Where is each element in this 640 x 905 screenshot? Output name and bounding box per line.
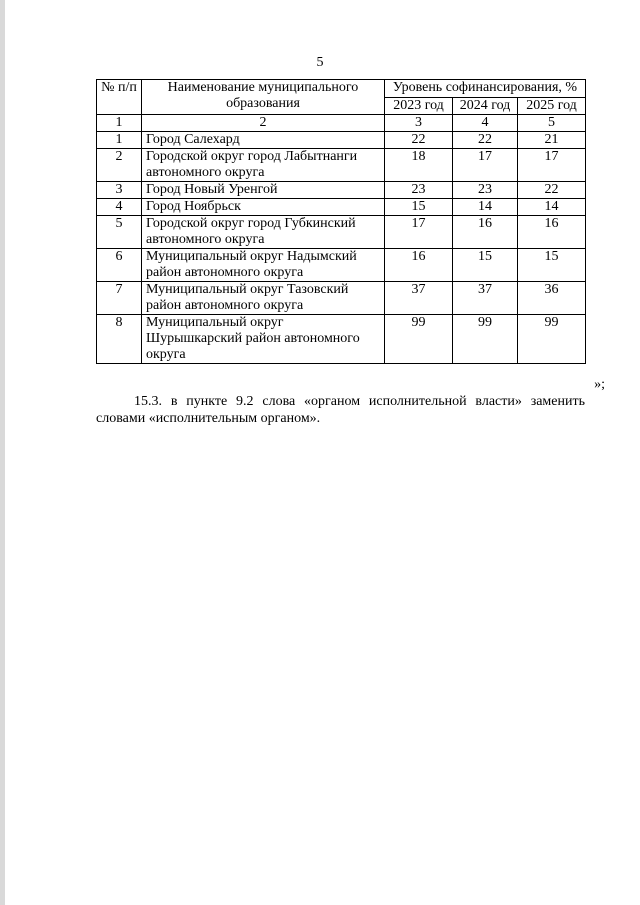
page-number: 5: [316, 55, 324, 70]
row-value-2024: 17: [453, 149, 518, 182]
table-row: [97, 132, 586, 149]
row-number: 8: [97, 315, 142, 364]
row-value-2023: 15: [385, 199, 453, 216]
row-municipality: Городской округ город Губкинский автономного округа: [142, 216, 385, 249]
row-number: 6: [97, 249, 142, 282]
row-value-2024: 14: [453, 199, 518, 216]
table-row: [97, 182, 586, 199]
row-value-2025: 36: [518, 282, 586, 315]
amendment-paragraph: [96, 393, 585, 427]
table-row: [97, 282, 586, 315]
paragraph-line: словами «исполнительным органом».: [96, 411, 321, 426]
row-value-2025: 17: [518, 149, 586, 182]
row-value-2024: 22: [453, 132, 518, 149]
table-row: [97, 216, 586, 249]
row-value-2025: 99: [518, 315, 586, 364]
row-municipality: Городской округ город Лабытнанги автономного округа: [142, 149, 385, 182]
row-value-2024: 99: [453, 315, 518, 364]
row-value-2023: 23: [385, 182, 453, 199]
table-header-row: [97, 80, 586, 98]
row-number: 2: [97, 149, 142, 182]
cofinancing-table: [96, 79, 586, 364]
header-cofinancing-level: Уровень софинансирования, %: [385, 80, 586, 98]
header-year-2023: 2023 год: [385, 98, 453, 115]
row-number: 5: [97, 216, 142, 249]
row-number: 1: [97, 132, 142, 149]
row-value-2023: 18: [385, 149, 453, 182]
row-number: 3: [97, 182, 142, 199]
row-value-2023: 22: [385, 132, 453, 149]
row-value-2025: 16: [518, 216, 586, 249]
row-value-2024: 37: [453, 282, 518, 315]
row-value-2024: 16: [453, 216, 518, 249]
table-row: [97, 249, 586, 282]
row-municipality: Муниципальный округ Надымский район автономного округа: [142, 249, 385, 282]
closing-quote: »;: [594, 377, 605, 392]
header-year-2024: 2024 год: [453, 98, 518, 115]
table-index-row: [97, 115, 586, 132]
table-row: [97, 149, 586, 182]
row-municipality: Город Салехард: [142, 132, 385, 149]
row-number: 7: [97, 282, 142, 315]
row-value-2023: 99: [385, 315, 453, 364]
index-cell: 1: [97, 115, 142, 132]
row-value-2023: 16: [385, 249, 453, 282]
row-number: 4: [97, 199, 142, 216]
paragraph-line: 15.3. в пункте 9.2 слова «органом исполнительной власти» заменить: [134, 394, 585, 409]
row-value-2025: 21: [518, 132, 586, 149]
page-edge-shadow: [0, 0, 5, 905]
table-row: [97, 315, 586, 364]
index-cell: 5: [518, 115, 586, 132]
row-municipality: Город Новый Уренгой: [142, 182, 385, 199]
table-row: [97, 199, 586, 216]
header-municipality-name: Наименование муниципального образования: [142, 80, 385, 115]
row-municipality: Муниципальный округ Тазовский район автономного округа: [142, 282, 385, 315]
row-value-2025: 14: [518, 199, 586, 216]
header-number: № п/п: [97, 80, 142, 115]
row-value-2023: 37: [385, 282, 453, 315]
index-cell: 3: [385, 115, 453, 132]
row-value-2024: 15: [453, 249, 518, 282]
row-value-2025: 22: [518, 182, 586, 199]
index-cell: 2: [142, 115, 385, 132]
row-value-2024: 23: [453, 182, 518, 199]
row-municipality: Муниципальный округ Шурышкарский район автономного округа: [142, 315, 385, 364]
row-municipality: Город Ноябрьск: [142, 199, 385, 216]
row-value-2023: 17: [385, 216, 453, 249]
index-cell: 4: [453, 115, 518, 132]
row-value-2025: 15: [518, 249, 586, 282]
header-year-2025: 2025 год: [518, 98, 586, 115]
